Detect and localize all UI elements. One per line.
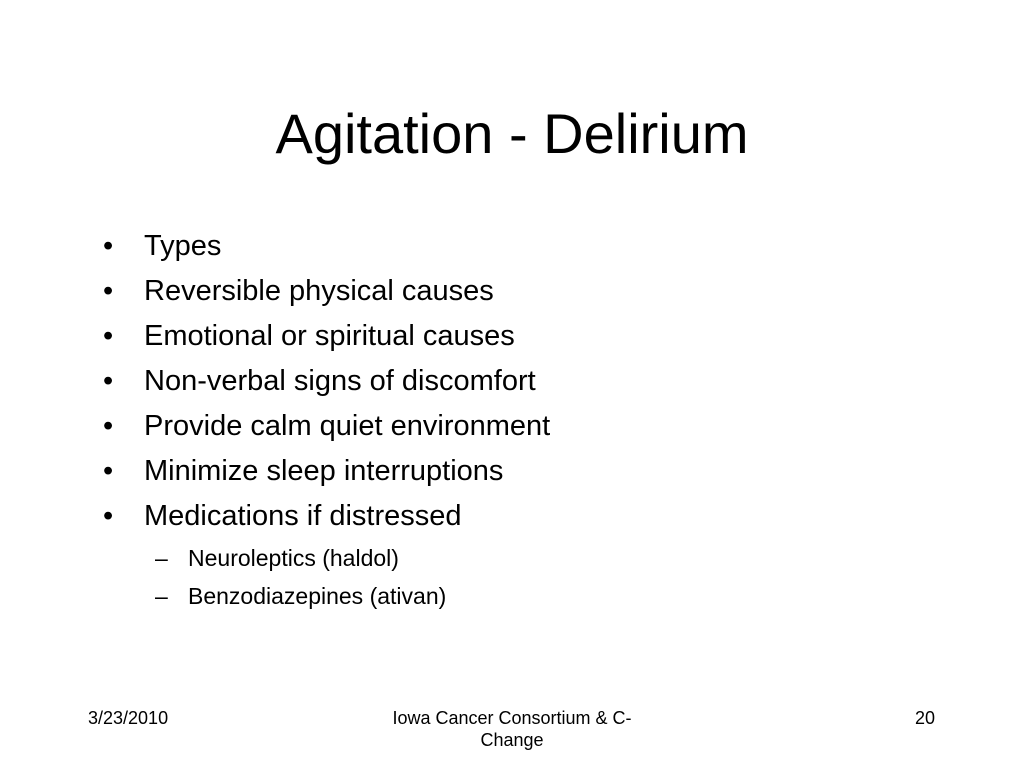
sub-bullet-text: Benzodiazepines (ativan) bbox=[188, 583, 447, 609]
slide-number: 20 bbox=[915, 708, 936, 728]
bullet-marker: • bbox=[103, 275, 114, 307]
sub-bullet-text: Neuroleptics (haldol) bbox=[188, 545, 399, 571]
bullet-text: Provide calm quiet environment bbox=[144, 410, 551, 442]
bullet-item bbox=[103, 269, 963, 314]
bullet-marker: • bbox=[103, 320, 114, 352]
bullet-item bbox=[103, 494, 963, 539]
footer-date: 3/23/2010 bbox=[88, 708, 169, 728]
bullet-text: Minimize sleep interruptions bbox=[144, 455, 504, 487]
bullet-item bbox=[103, 224, 963, 269]
footer-organization-line-1: Iowa Cancer Consortium & C- bbox=[392, 708, 632, 728]
sub-bullet-group bbox=[103, 539, 963, 615]
sub-bullet-marker: – bbox=[155, 545, 168, 571]
bullet-marker: • bbox=[103, 365, 114, 397]
bullet-text: Emotional or spiritual causes bbox=[144, 320, 515, 352]
bullet-text: Medications if distressed bbox=[144, 500, 462, 532]
sub-bullet-marker: – bbox=[155, 583, 168, 609]
bullet-marker: • bbox=[103, 230, 114, 262]
bullet-marker: • bbox=[103, 410, 114, 442]
sub-bullet-list bbox=[103, 539, 963, 615]
bullet-text: Reversible physical causes bbox=[144, 275, 494, 307]
bullet-marker: • bbox=[103, 500, 114, 532]
bullet-item bbox=[103, 449, 963, 494]
slide-title: Agitation - Delirium bbox=[275, 102, 749, 165]
footer-organization-line-2: Change bbox=[480, 730, 544, 750]
sub-bullet-item bbox=[103, 577, 963, 615]
sub-bullet-item bbox=[103, 539, 963, 577]
bullet-text: Non-verbal signs of discomfort bbox=[144, 365, 536, 397]
bullet-text: Types bbox=[144, 230, 222, 262]
footer-organization bbox=[372, 707, 652, 751]
bullet-item bbox=[103, 404, 963, 449]
bullet-list bbox=[103, 224, 963, 615]
bullet-item bbox=[103, 359, 963, 404]
bullet-marker: • bbox=[103, 455, 114, 487]
bullet-item bbox=[103, 314, 963, 359]
